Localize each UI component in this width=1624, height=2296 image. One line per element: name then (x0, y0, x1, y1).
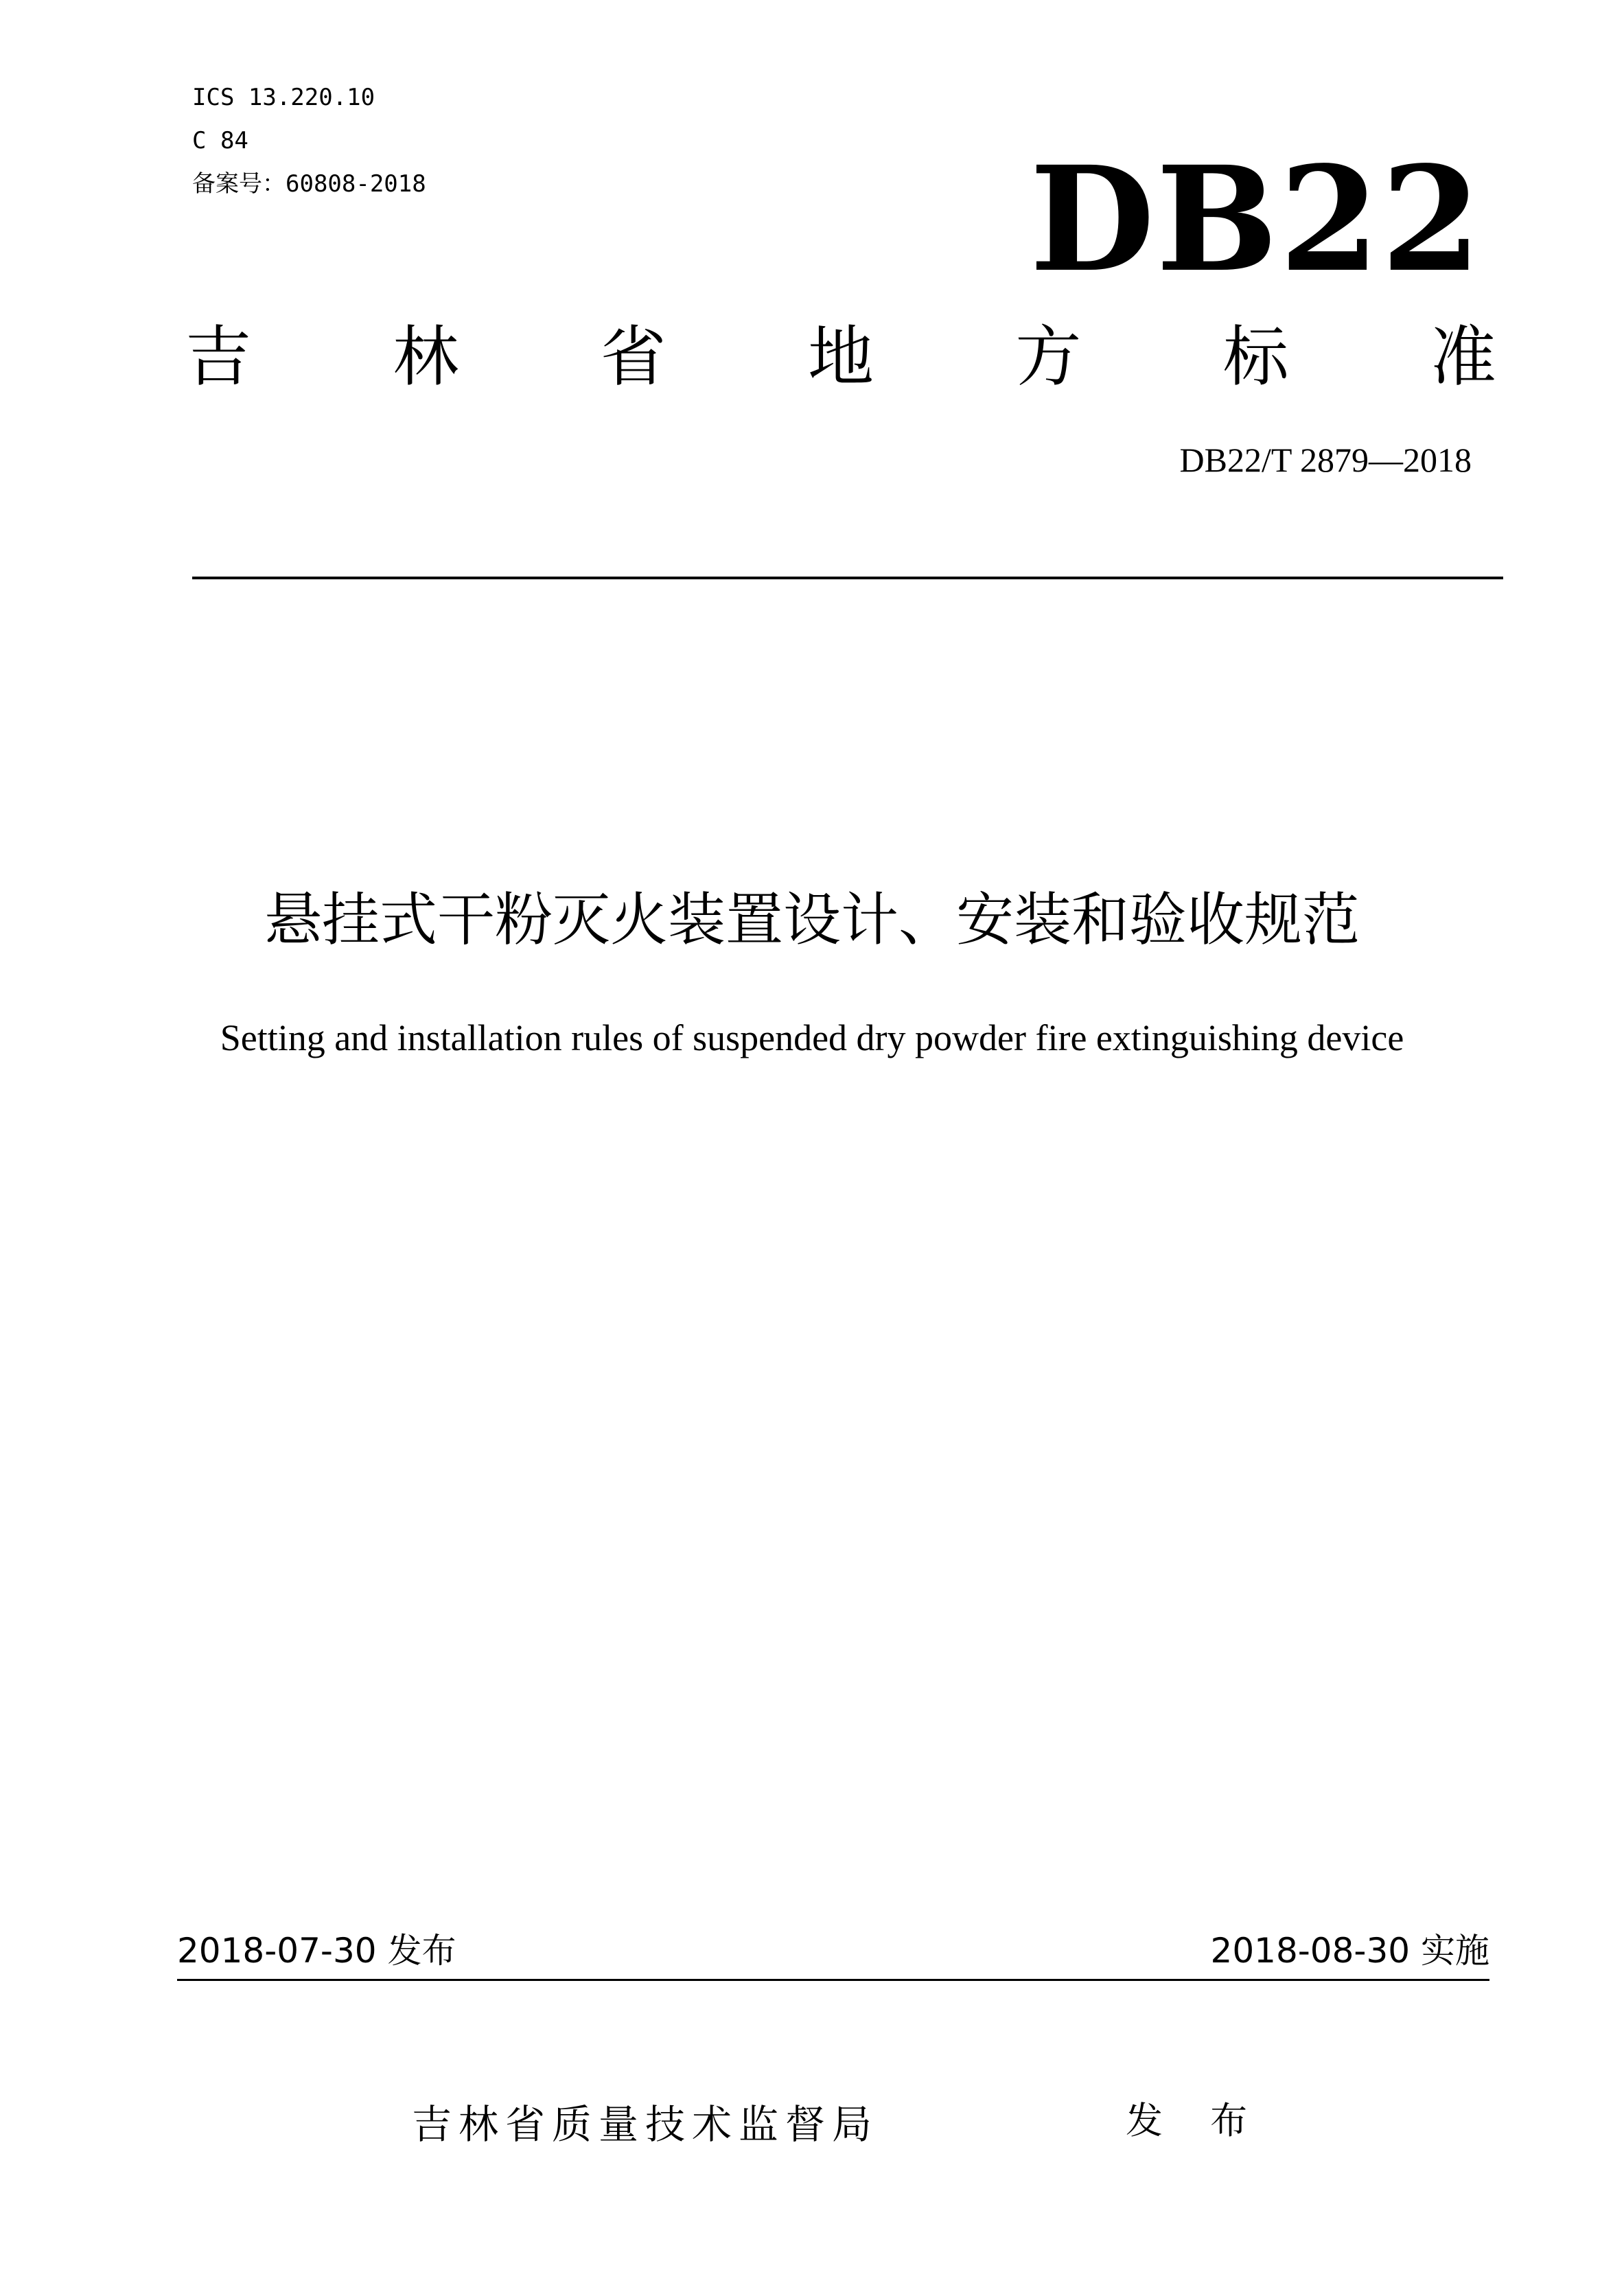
standard-number: DB22/T 2879—2018 (1179, 441, 1472, 479)
standard-type-char: 准 (1430, 318, 1496, 395)
standard-type-char: 林 (393, 318, 459, 395)
date-divider (177, 1979, 1489, 1981)
publisher-name: 吉林省质量技术监督局 (412, 2101, 879, 2148)
standard-type-char: 省 (600, 318, 666, 395)
issue-date: 2018-07-30 发布 (177, 1931, 456, 1971)
ics-code: ICS 13.220.10 (192, 84, 375, 111)
document-title-zh: 悬挂式干粉灭火装置设计、安装和验收规范 (264, 886, 1360, 953)
standard-type-char: 标 (1222, 318, 1289, 395)
document-title-en: Setting and installation rules of suspended dry powder fire extinguishing device (220, 1017, 1404, 1058)
header-divider (192, 577, 1503, 579)
standard-type-heading (185, 319, 1496, 395)
standard-type-char: 方 (1015, 318, 1082, 395)
effective-date: 2018-08-30 实施 (1210, 1931, 1489, 1971)
filing-number: 备案号：60808-2018 (192, 170, 426, 198)
standard-type-char: 地 (807, 318, 874, 395)
standard-code-logo: DB22 (1030, 135, 1483, 304)
publish-label: 发 布 (1126, 2099, 1266, 2142)
standard-type-char: 吉 (185, 318, 251, 395)
ccs-code: C 84 (192, 127, 248, 154)
